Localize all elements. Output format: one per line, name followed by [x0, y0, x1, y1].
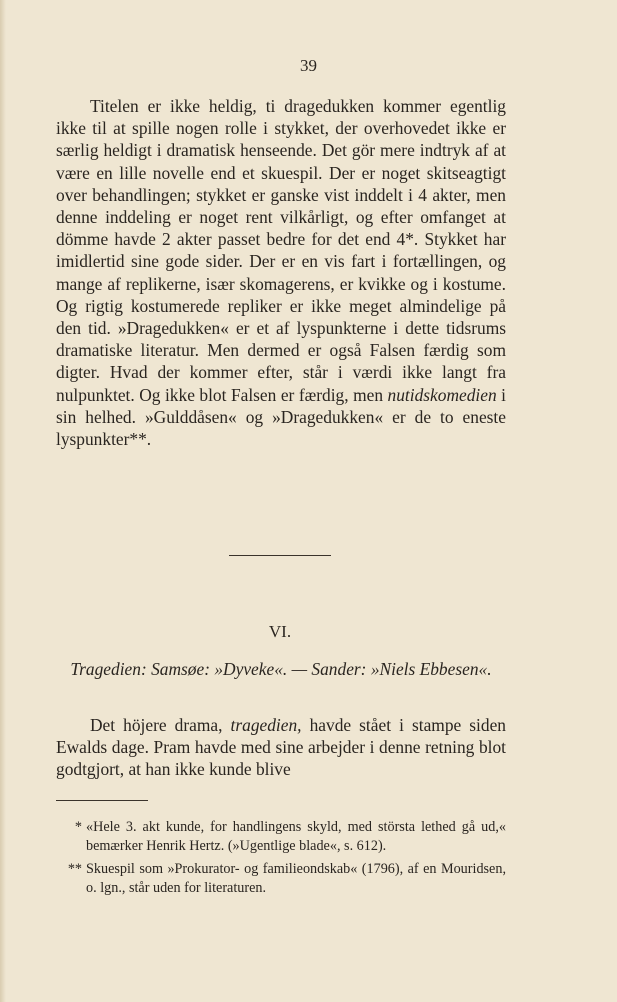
- chapter-subtitle: Tragedien: Samsøe: »Dyveke«. — Sander: »Niels Ebbesen«.: [70, 659, 492, 679]
- paragraph-1-emphasis: nutidskomedien: [387, 384, 497, 405]
- footnote-mark: *: [74, 819, 82, 835]
- paragraph-1-text-end: i sin helhed. »Gulddåsen« og »Dragedukken« er de to eneste lyspunkter**.: [56, 384, 506, 450]
- paragraph-1-text: Titelen er ikke heldig, ti dragedukken kommer egentlig ikke til at spille nogen rolle i stykket, der overhovedet ikke er særlig heldigt i dramatisk henseende. Det gör mere indtryk af at være en lille novelle end et skuespil. Der er noget skitseagtigt over behandlingen; stykket er ganske vist inddelt i 4 akter, men denne inddeling er noget rent vilkårligt, og efter omfanget at dömme havde 2 akter passet bedre for det end 4*. Stykket har imidlertid sine gode sider. Der er en vis fart i fortællingen, og mange af replikerne, især skomagerens, er kvikke og i kostume. Og rigtig kostumerede repliker er ikke meget almindelige på den tid. »Dragedukken« er et af lyspunkterne i dette tidsrums dramatiske literatur. Men dermed er også Falsen færdig som digter. Hvad der kommer efter, står i værdi ikke langt fra nulpunktet. Og ikke blot Falsen er færdig, men: [56, 96, 506, 405]
- paragraph-2-text: Det höjere drama,: [90, 715, 231, 735]
- footnote-text: «Hele 3. akt kunde, for handlingens skyld, med största lethed gå ud,« bemærker Henrik Hertz. (»Ugentlige blade«, s. 612).: [86, 819, 506, 855]
- section-divider: [229, 555, 331, 556]
- page-number: 39: [300, 56, 317, 75]
- footnote-mark: **: [67, 860, 82, 877]
- footnote: [56, 860, 506, 899]
- paragraph-2-text-end: havde stået i stampe siden Ewalds dage. Pram havde med sine arbejder i denne retning blot godtgjort, at han ikke kunde blive: [56, 715, 506, 780]
- paragraph-1: [56, 95, 506, 450]
- page-edge: [0, 0, 6, 1002]
- footnote-divider: [56, 800, 148, 801]
- footnote-text: Skuespil som »Prokurator- og familieondskab« (1796), af en Mouridsen, o. lgn., står uden for literaturen.: [86, 860, 506, 897]
- paragraph-2-emphasis: tragedien,: [230, 715, 302, 735]
- footnotes: [56, 818, 506, 902]
- paragraph-2: [56, 714, 506, 781]
- chapter-number: VI.: [268, 622, 292, 641]
- footnote: [56, 818, 506, 857]
